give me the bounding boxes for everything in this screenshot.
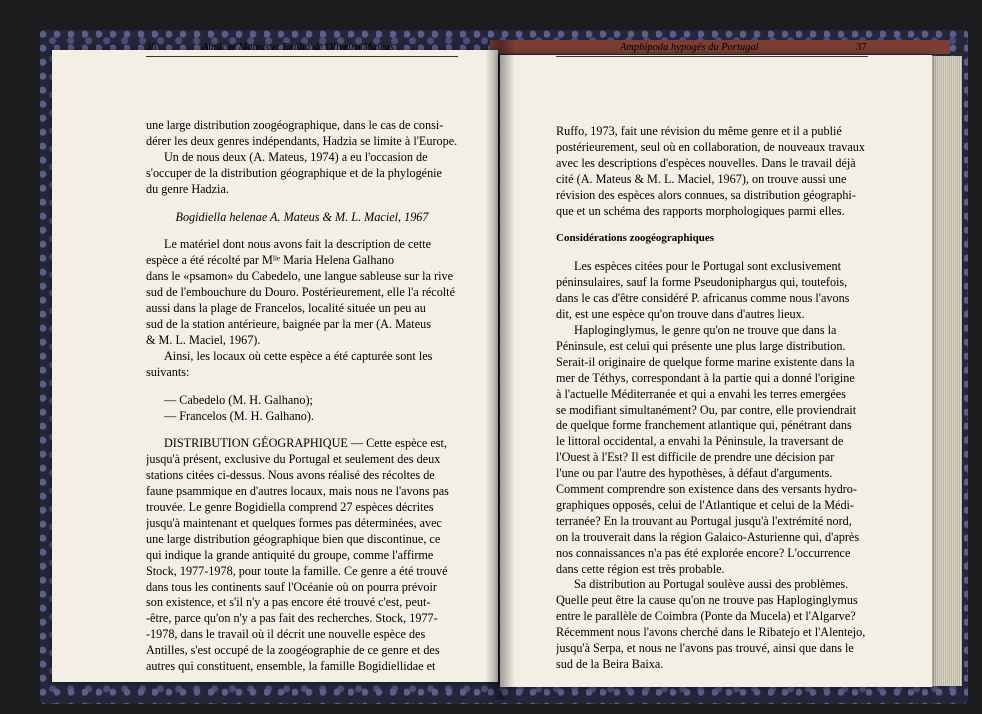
text-line: le littoral occidental, a envahi la Péninsule, la traversant de xyxy=(556,434,844,449)
text-line: Serait-il originaire de quelque forme marine existente dans la xyxy=(556,354,855,369)
text-line: Le matériel dont nous avons fait la description de cette xyxy=(164,237,432,252)
text-line: suivants: xyxy=(146,364,190,379)
right-page-number: 37 xyxy=(856,42,867,53)
text-line: que et un schéma des rapports morphologiques parmi elles. xyxy=(556,203,845,218)
text-line: Haploginglymus, le genre qu'on ne trouve que dans la xyxy=(574,322,837,337)
text-line: Sa distribution au Portugal soulève aussi des problèmes. xyxy=(574,577,849,592)
text-line xyxy=(146,381,458,393)
text-line: dans cette région est très probable. xyxy=(556,561,725,576)
text-line: du genre Hadzia. xyxy=(146,181,229,196)
text-line: postérieurement, seul où en collaboration, de nouveaux travaux xyxy=(556,139,865,154)
right-header-rule xyxy=(556,56,868,57)
text-line: Comment comprendre son existence dans des versants hydro- xyxy=(556,482,857,497)
text-line: graphiques opposés, celui de l'Atlantique et celui de la Médi- xyxy=(556,497,854,512)
text-line: & M. L. Maciel, 1967). xyxy=(146,332,261,347)
text-line: son existence, et s'il n'y a pas encore été trouvé c'est, peut- xyxy=(146,595,431,610)
text-line: jusqu'à Serpa, et nous ne l'avons pas trouvé, ainsi que dans le xyxy=(556,641,854,656)
text-line: Ruffo, 1973, fait une révision du même genre et il a publié xyxy=(556,124,842,138)
text-line: — Francelos (M. H. Galhano). xyxy=(164,408,314,423)
text-line: Stock, 1977-1978, pour toute la famille. Ce genre a été trouvé xyxy=(146,563,448,578)
text-line: terranée? En la trouvant au Portugal jusqu'à l'extrémité nord, xyxy=(556,513,852,528)
text-line xyxy=(146,225,458,237)
text-line: DISTRIBUTION GÉOGRAPHIQUE — Cette espèce est, xyxy=(164,436,447,451)
text-line: Un de nous deux (A. Mateus, 1974) a eu l'occasion de xyxy=(164,149,428,164)
text-line: une large distribution zoogéographique, dans le cas de consi- xyxy=(146,118,444,132)
text-line xyxy=(146,198,458,210)
text-line: l'Ouest à l'Est? Il est difficile de prendre une décision par xyxy=(556,450,835,465)
text-line: l'une ou par l'autre des hypothèses, à défaut d'arguments. xyxy=(556,466,833,481)
text-line: dans le «psamon» du Cabedelo, une langue sableuse sur la rive xyxy=(146,269,453,284)
left-header-rule xyxy=(146,56,458,57)
right-running-head-text: Amphipoda hypogés du Portugal xyxy=(620,42,759,53)
text-line xyxy=(556,247,868,259)
right-body-text xyxy=(556,124,868,673)
book-spine xyxy=(485,40,515,700)
text-line: -être, parce qu'on n'y a pas fait des recherches. Stock, 1977- xyxy=(146,611,438,626)
text-line: Quelle peut être la cause qu'on ne trouve pas Haploginglymus xyxy=(556,593,858,608)
left-running-head-text: Amilcar Mateus et Emilia de Oliveira Mateus xyxy=(202,42,394,53)
text-line xyxy=(556,219,868,231)
text-line: qui indique la grande antiquité du groupe, comme l'affirme xyxy=(146,547,434,562)
left-page-number: 36 xyxy=(146,42,157,53)
text-line xyxy=(146,424,458,436)
text-line: Récemment nous l'avons cherché dans le Ribatejo et l'Alentejo, xyxy=(556,625,866,640)
text-line: Les espèces citées pour le Portugal sont exclusivement xyxy=(574,259,842,274)
text-line: avec les descriptions d'espèces nouvelles. Dans le travail déjà xyxy=(556,155,856,170)
text-line: faune psammique en d'autres locaux, mais nous ne l'avons pas xyxy=(146,484,449,499)
text-line: sud de la Beira Baixa. xyxy=(556,657,664,671)
text-line: sud de l'embouchure du Douro. Postérieurement, elle l'a récolté xyxy=(146,285,455,300)
text-line: -1978, dans le travail où il décrit une nouvelle espèce des xyxy=(146,627,426,642)
text-line: jusqu'à présent, exclusive du Portugal et seulement des deux xyxy=(146,452,441,467)
text-line: à l'actuelle Méditerranée et qui a envahi les terres emergées xyxy=(556,386,846,401)
text-line: jusqu'à maintenant et quelques formes pas déterminées, avec xyxy=(146,515,442,530)
text-line: sud de la station antérieure, baignée par la mer (A. Mateus xyxy=(146,316,431,331)
text-line: mer de Téthys, correspondant à la partie qui a donné l'origine xyxy=(556,370,855,385)
text-line: de quelque forme franchement atlantique qui, pénétrant dans xyxy=(556,418,852,433)
text-line: révision des espèces alors connues, sa distribution géographi- xyxy=(556,187,856,202)
text-line: dans le cas d'être considéré P. africanus comme nous l'avons xyxy=(556,291,850,306)
section-heading: Considérations zoogéographiques xyxy=(556,232,714,245)
text-line: une large distribution géographique bien que discontinue, ce xyxy=(146,531,441,546)
text-line: stations citées ci-dessus. Nous avons réalisé des récoltes de xyxy=(146,468,435,483)
text-line: Bogidiella helenae A. Mateus & M. L. Maciel, 1967 xyxy=(175,209,429,224)
text-line: Péninsule, est celui qui présente une plus large distribution. xyxy=(556,338,846,353)
text-line: s'occuper de la distribution géographique et de la phylogénie xyxy=(146,165,442,180)
text-line: péninsulaires, sauf la forme Pseudoniphargus qui, toutefois, xyxy=(556,275,848,290)
text-line: espèce a été récolté par Mˡˡᵉ Maria Helena Galhano xyxy=(146,253,395,268)
text-line: entre le parallèle de Coimbra (Ponte da Mucela) et l'Algarve? xyxy=(556,609,856,624)
page-edges xyxy=(928,56,962,686)
text-line: se modifiant simultanément? Ou, par contre, elle proviendrait xyxy=(556,402,857,417)
text-line: trouvée. Le genre Bogidiella comprend 27 espèces décrites xyxy=(146,500,434,515)
text-line: dit, est une espèce qu'on trouve dans d'autres lieux. xyxy=(556,307,805,322)
text-line: Ainsi, les locaux où cette espèce a été capturée sont les xyxy=(164,348,433,363)
text-line: on la trouverait dans la région Galaico-Asturienne qui, d'après xyxy=(556,529,860,544)
text-line: dans tous les continents sauf l'Océanie où on pourra prévoir xyxy=(146,579,437,594)
text-line: aussi dans la plage de Francelos, localité située un peu au xyxy=(146,301,426,316)
text-line: nos connaissances n'a pas été explorée encore? L'occurrence xyxy=(556,545,851,560)
text-line: dérer les deux genres indépendants, Hadzia se limite à l'Europe. xyxy=(146,133,458,148)
text-line: cité (A. Mateus & M. L. Maciel, 1967), on trouve aussi une xyxy=(556,171,847,186)
text-line: autres qui constituent, ensemble, la famille Bogidiellidae et xyxy=(146,659,436,674)
text-line: Antilles, s'est occupé de la zoogéographie de ce genre et des xyxy=(146,643,440,658)
text-line: — Cabedelo (M. H. Galhano); xyxy=(164,392,313,407)
left-body-text xyxy=(146,118,458,675)
